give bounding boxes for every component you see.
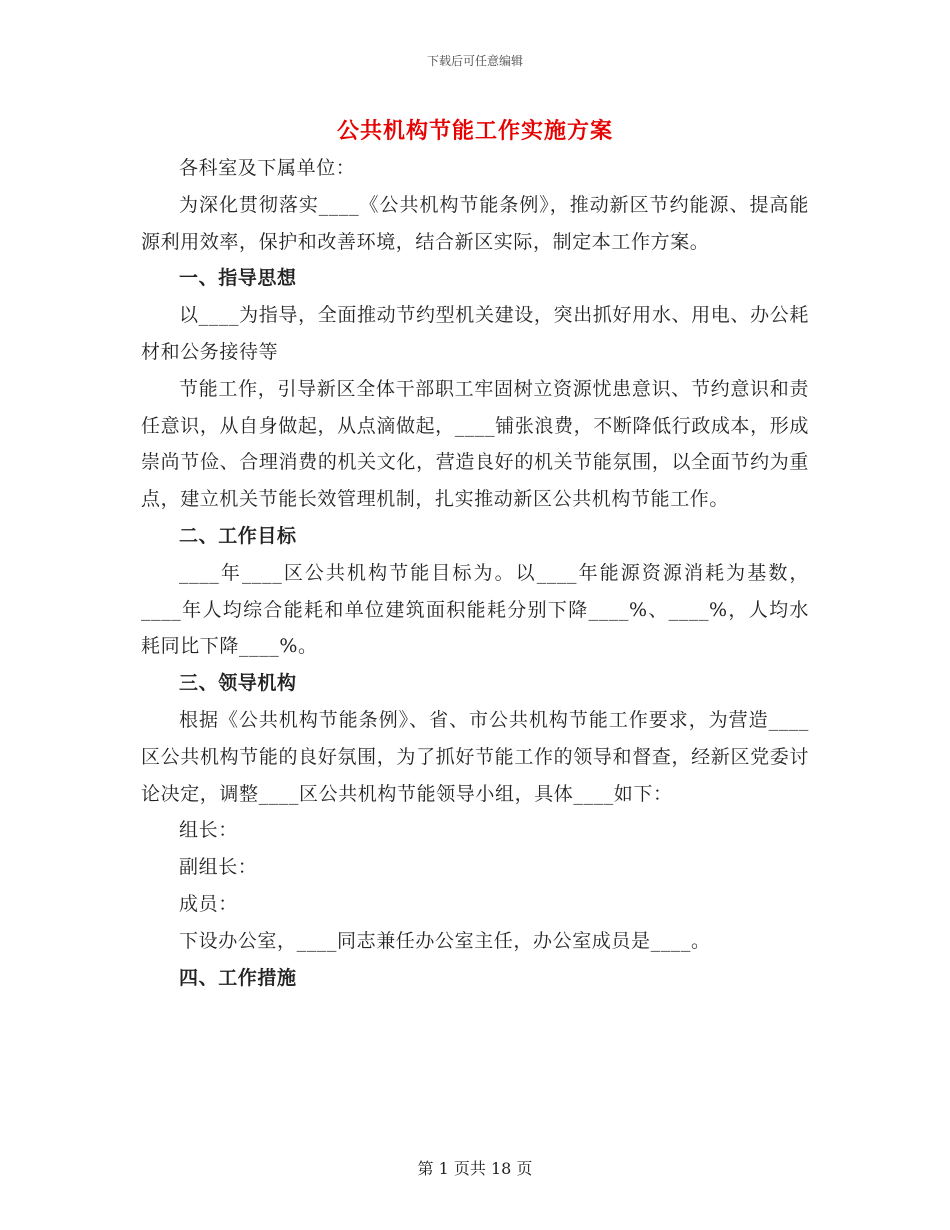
section-heading-leadership: 三、领导机构 bbox=[179, 672, 297, 695]
section-heading-work-measures: 四、工作措施 bbox=[179, 966, 297, 989]
header-note: 下载后可任意编辑 bbox=[426, 54, 523, 68]
salutation: 各科室及下属单位： bbox=[179, 157, 356, 179]
members-line: 成员： bbox=[179, 892, 238, 915]
document-title: 公共机构节能工作实施方案 bbox=[336, 118, 613, 144]
leader-line: 组长： bbox=[179, 819, 238, 842]
section-heading-guiding-ideology: 一、指导思想 bbox=[179, 267, 297, 290]
intro-paragraph: 为深化贯彻落实____《公共机构节能条例》，推动新区节约能源、提高能源利用效率，保护和改善环境，结合新区实际，制定本工作方案。 bbox=[141, 193, 809, 253]
document-body bbox=[141, 150, 809, 996]
body-paragraph: 根据《公共机构节能条例》、省、市公共机构节能工作要求，为营造____区公共机构节能的良好氛围，为了抓好节能工作的领导和督查，经新区党委讨论决定，调整____区公共机构节能领导小组，具体____如下： bbox=[141, 708, 809, 805]
body-paragraph: 以____为指导，全面推动节约型机关建设，突出抓好用水、用电、办公耗材和公务接待等 bbox=[141, 304, 809, 363]
section-heading-work-goals: 二、工作目标 bbox=[179, 524, 297, 547]
deputy-leader-line: 副组长： bbox=[179, 856, 258, 879]
office-line: 下设办公室，____同志兼任办公室主任，办公室成员是____。 bbox=[179, 929, 711, 952]
body-paragraph: 节能工作，引导新区全体干部职工牢固树立资源忧患意识、节约意识和责任意识，从自身做起，从点滴做起，____铺张浪费，不断降低行政成本，形成崇尚节俭、合理消费的机关文化，营造良好的机关节能氛围，以全面节约为重点，建立机关节能长效管理机制，扎实推动新区公共机构节能工作。 bbox=[141, 377, 809, 511]
page-footer: 第 1 页共 18 页 bbox=[417, 1159, 533, 1178]
body-paragraph: ____年____区公共机构节能目标为。以____年能源资源消耗为基数，____年人均综合能耗和单位建筑面积能耗分别下降____%、____%，人均水耗同比下降____%。 bbox=[141, 561, 809, 658]
